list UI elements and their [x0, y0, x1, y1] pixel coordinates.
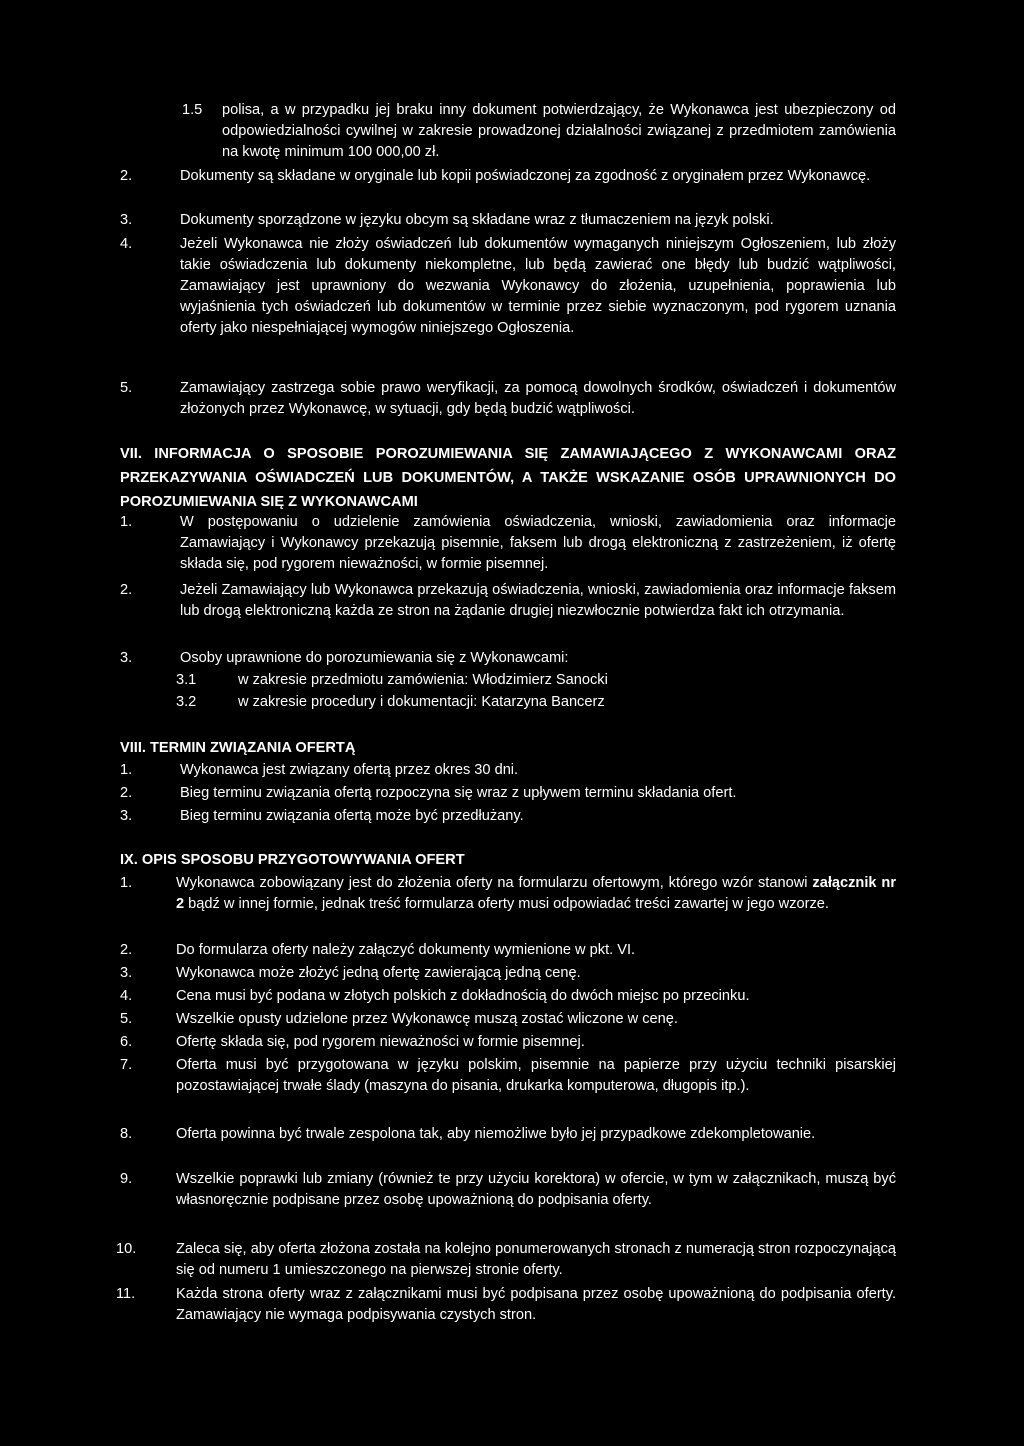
- list-item-text: Cena musi być podana w złotych polskich z dokładnością do dwóch miejsc po przecinku.: [176, 988, 750, 1004]
- list-item-number: 2.: [120, 168, 133, 184]
- list-item-text: Dokumenty są składane w oryginale lub kopii poświadczonej za zgodność z oryginałem przez Wykonawcę.: [180, 168, 871, 184]
- list-item-text: Wszelkie poprawki lub zmiany (również te przy użyciu korektora) w ofercie, w tym w załącznikach, muszą być własnoręcznie podpisane przez osobę upoważnioną do podpisania oferty.: [176, 1171, 896, 1208]
- list-item-text: Wykonawca zobowiązany jest do złożenia oferty na formularzu ofertowym, którego wzór stanowi załącznik nr 2 bądź w innej formie, jednak treść formularza oferty musi odpowiadać treści zawartej w jego wzorze.: [176, 875, 896, 912]
- list-item-number: 3.: [120, 965, 133, 981]
- list-item-text: Ofertę składa się, pod rygorem nieważności w formie pisemnej.: [176, 1034, 585, 1050]
- sub-item-number: 3.1: [176, 672, 197, 688]
- list-item-number: 2.: [120, 785, 133, 801]
- list-item-text: Wykonawca jest związany ofertą przez okres 30 dni.: [180, 762, 519, 778]
- list-item-number: 1.5: [182, 102, 203, 118]
- list-item-text: Wszelkie opusty udzielone przez Wykonawcę muszą zostać wliczone w cenę.: [176, 1011, 678, 1027]
- list-item-number: 2.: [120, 582, 133, 598]
- list-item-text: Jeżeli Zamawiający lub Wykonawca przekazują oświadczenia, wnioski, zawiadomienia oraz informacje faksem lub drogą elektroniczną każda ze stron na żądanie drugiej niezwłocznie potwierdza fakt ich otrzymania.: [180, 582, 896, 619]
- list-item-number: 11.: [116, 1286, 136, 1302]
- list-item-text: Zaleca się, aby oferta złożona została na kolejno ponumerowanych stronach z numeracją stron rozpoczynającą się od numeru 1 umieszczonego na pierwszej stronie oferty.: [176, 1241, 896, 1278]
- list-item-number: 3.: [120, 650, 133, 666]
- list-item-text: Dokumenty sporządzone w języku obcym są składane wraz z tłumaczeniem na język polski.: [180, 212, 774, 228]
- list-item-text: Do formularza oferty należy załączyć dokumenty wymienione w pkt. VI.: [176, 942, 636, 958]
- list-item-number: 4.: [120, 988, 133, 1004]
- section-heading-ix: IX. OPIS SPOSOBU PRZYGOTOWYWANIA OFERT: [120, 852, 465, 868]
- list-item-number: 10.: [116, 1241, 137, 1257]
- sub-item-text: w zakresie przedmiotu zamówienia: Włodzimierz Sanocki: [238, 672, 608, 688]
- list-item-text: Osoby uprawnione do porozumiewania się z Wykonawcami:: [180, 650, 569, 666]
- sub-item-number: 3.2: [176, 694, 197, 710]
- list-item-number: 6.: [120, 1034, 133, 1050]
- list-item-text: Bieg terminu związania ofertą rozpoczyna się wraz z upływem terminu składania ofert.: [180, 785, 737, 801]
- list-item-number: 1.: [120, 514, 133, 530]
- list-item-text: Każda strona oferty wraz z załącznikami musi być podpisana przez osobę upoważnioną do podpisania oferty. Zamawiający nie wymaga podpisywania czystych stron.: [176, 1286, 896, 1323]
- list-item-number: 1.: [120, 875, 133, 891]
- list-item-text: Jeżeli Wykonawca nie złoży oświadczeń lub dokumentów wymaganych niniejszym Ogłoszeniem, lub złoży takie oświadczenia lub dokumenty niekompletne, lub będą zawierać one błędy lub budzić wątpliwości, Zamawiający jest uprawniony do wezwania Wykonawcy do złożenia, uzupełnienia, poprawienia lub wyjaśnienia tych oświadczeń lub dokumentów w terminie przez siebie wyznaczonym, pod rygorem uznania oferty jako niespełniającej wymogów niniejszego Ogłoszenia.: [180, 236, 896, 336]
- list-item-number: 9.: [120, 1171, 133, 1187]
- section-heading-vii: VII. INFORMACJA O SPOSOBIE POROZUMIEWANIA SIĘ ZAMAWIAJĄCEGO Z WYKONAWCAMI ORAZ PRZEKAZYWANIA OŚWIADCZEŃ LUB DOKUMENTÓW, A TAKŻE WSKAZANIE OSÓB UPRAWNIONYCH DO POROZUMIEWANIA SIĘ Z WYKONAWCAMI: [120, 446, 896, 510]
- section-heading-viii: VIII. TERMIN ZWIĄZANIA OFERTĄ: [120, 740, 356, 756]
- list-item-number: 3.: [120, 808, 133, 824]
- list-item-text: Wykonawca może złożyć jedną ofertę zawierającą jedną cenę.: [176, 965, 581, 981]
- attachment-reference: załącznik nr 2: [176, 875, 896, 912]
- list-item-number: 4.: [120, 236, 133, 252]
- list-item-text: polisa, a w przypadku jej braku inny dokument potwierdzający, że Wykonawca jest ubezpieczony od odpowiedzialności cywilnej w zakresie prowadzonej działalności związanej z przedmiotem zamówienia na kwotę minimum 100 000,00 zł.: [222, 102, 896, 160]
- list-item-text: Bieg terminu związania ofertą może być przedłużany.: [180, 808, 524, 824]
- list-item-number: 3.: [120, 212, 133, 228]
- list-item-number: 5.: [120, 1011, 133, 1027]
- list-item-text: Oferta musi być przygotowana w języku polskim, pisemnie na papierze przy użyciu techniki pisarskiej pozostawiającej trwałe ślady (maszyna do pisania, drukarka komputerowa, długopis itp.).: [176, 1057, 896, 1094]
- sub-item-text: w zakresie procedury i dokumentacji: Katarzyna Bancerz: [238, 694, 605, 710]
- list-item-number: 5.: [120, 380, 133, 396]
- list-item-number: 8.: [120, 1126, 133, 1142]
- list-item-text: Zamawiający zastrzega sobie prawo weryfikacji, za pomocą dowolnych środków, oświadczeń i dokumentów złożonych przez Wykonawcę, w sytuacji, gdy będą budzić wątpliwości.: [180, 380, 896, 417]
- list-item-number: 7.: [120, 1057, 133, 1073]
- list-item-number: 2.: [120, 942, 133, 958]
- list-item-number: 1.: [120, 762, 133, 778]
- list-item-text: W postępowaniu o udzielenie zamówienia oświadczenia, wnioski, zawiadomienia oraz informacje Zamawiający i Wykonawcy przekazują pisemnie, faksem lub drogą elektroniczną z zastrzeżeniem, iż ofertę składa się, pod rygorem nieważności, w formie pisemnej.: [180, 514, 896, 572]
- list-item-text: Oferta powinna być trwale zespolona tak, aby niemożliwe było jej przypadkowe zdekompletowanie.: [176, 1126, 816, 1142]
